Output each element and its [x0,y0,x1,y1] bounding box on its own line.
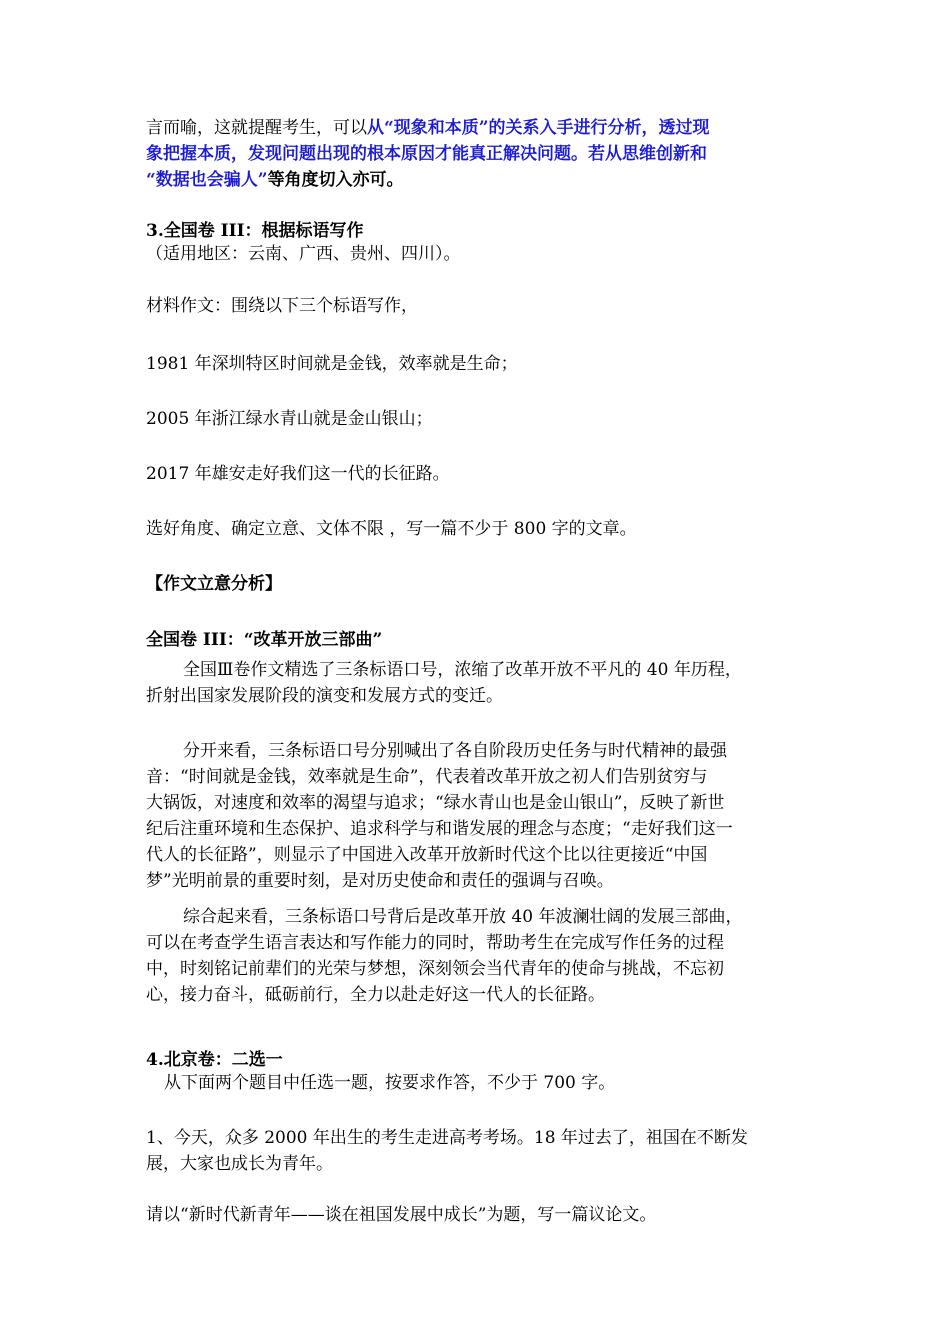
paragraph-line: 全国Ⅲ卷作文精选了三条标语口号，浓缩了改革开放不平凡的 40 年历程， [183,660,742,680]
question-line: 请以“新时代新青年——谈在祖国发展中成长”为题，写一篇议论文。 [146,1205,657,1225]
slogan-1981: 1981 年深圳特区时间就是金钱，效率就是生命； [146,354,518,374]
paragraph-line: 分开来看，三条标语口号分别喊出了各自阶段历史任务与时代精神的最强 [183,741,727,761]
text-segment: 言而喻，这就提醒考生，可以 [146,118,367,138]
paragraph-line: 大锅饭，对速度和效率的渴望与追求；“绿水青山也是金山银山”，反映了新世 [146,793,725,813]
paragraph-line: 心，接力奋斗，砥砺前行，全力以赴走好这一代人的长征路。 [146,985,605,1005]
section-heading-4: 4.北京卷：二选一 [146,1050,283,1070]
text-line [146,167,404,193]
highlighted-line: 象把握本质，发现问题出现的根本原因才能真正解决问题。若从思维创新和 [146,144,707,164]
region-note: （适用地区：云南、广西、贵州、四川）。 [146,244,461,264]
paragraph-line: 代人的长征路”，则显示了中国进入改革开放新时代这个比以往更接近“中国 [146,845,708,865]
paragraph-line: 梦”光明前景的重要时刻，是对历史使命和责任的强调与召唤。 [146,871,614,891]
paragraph-line: 音：“时间就是金钱，效率就是生命”，代表着改革开放之初人们告别贫穷与 [146,767,708,787]
paragraph-line: 可以在考查学生语言表达和写作能力的同时，帮助考生在完成写作任务的过程 [146,933,724,953]
slogan-2017: 2017 年雄安走好我们这一代的长征路。 [146,464,450,484]
paragraph-line: 折射出国家发展阶段的演变和发展方式的变迁。 [146,686,503,706]
section-heading-3: 3.全国卷 III：根据标语写作 [146,221,364,241]
paragraph-line: 综合起来看，三条标语口号背后是改革开放 40 年波澜壮阔的发展三部曲， [183,907,743,927]
requirement-line: 选好角度、确定立意、文体不限 ，写一篇不少于 800 字的文章。 [146,519,637,539]
highlighted-text: 从“现象和本质”的关系入手进行分析，透过现 [367,118,710,138]
text-line [146,115,710,141]
question-line: 展，大家也成长为青年。 [146,1154,333,1174]
bold-text: 等角度切入亦可。 [267,170,404,190]
analysis-heading: 【作文立意分析】 [146,574,282,594]
analysis-subheading: 全国卷 III：“改革开放三部曲” [146,630,383,650]
paragraph-line: 中，时刻铭记前辈们的光荣与梦想，深刻领会当代青年的使命与挑战，不忘初 [146,959,724,979]
slogan-2005: 2005 年浙江绿水青山就是金山银山； [146,409,433,429]
question-line: 1、今天，众多 2000 年出生的考生走进高考考场。18 年过去了，祖国在不断发 [146,1128,748,1148]
material-line: 材料作文：围绕以下三个标语写作， [146,296,418,316]
highlighted-text: “数据也会骗人” [146,170,268,190]
beijing-requirement: 从下面两个题目中任选一题，按要求作答，不少于 700 字。 [164,1073,616,1093]
paragraph-line: 纪后注重环境和生态保护、追求科学与和谐发展的理念与态度；“走好我们这一 [146,819,733,839]
